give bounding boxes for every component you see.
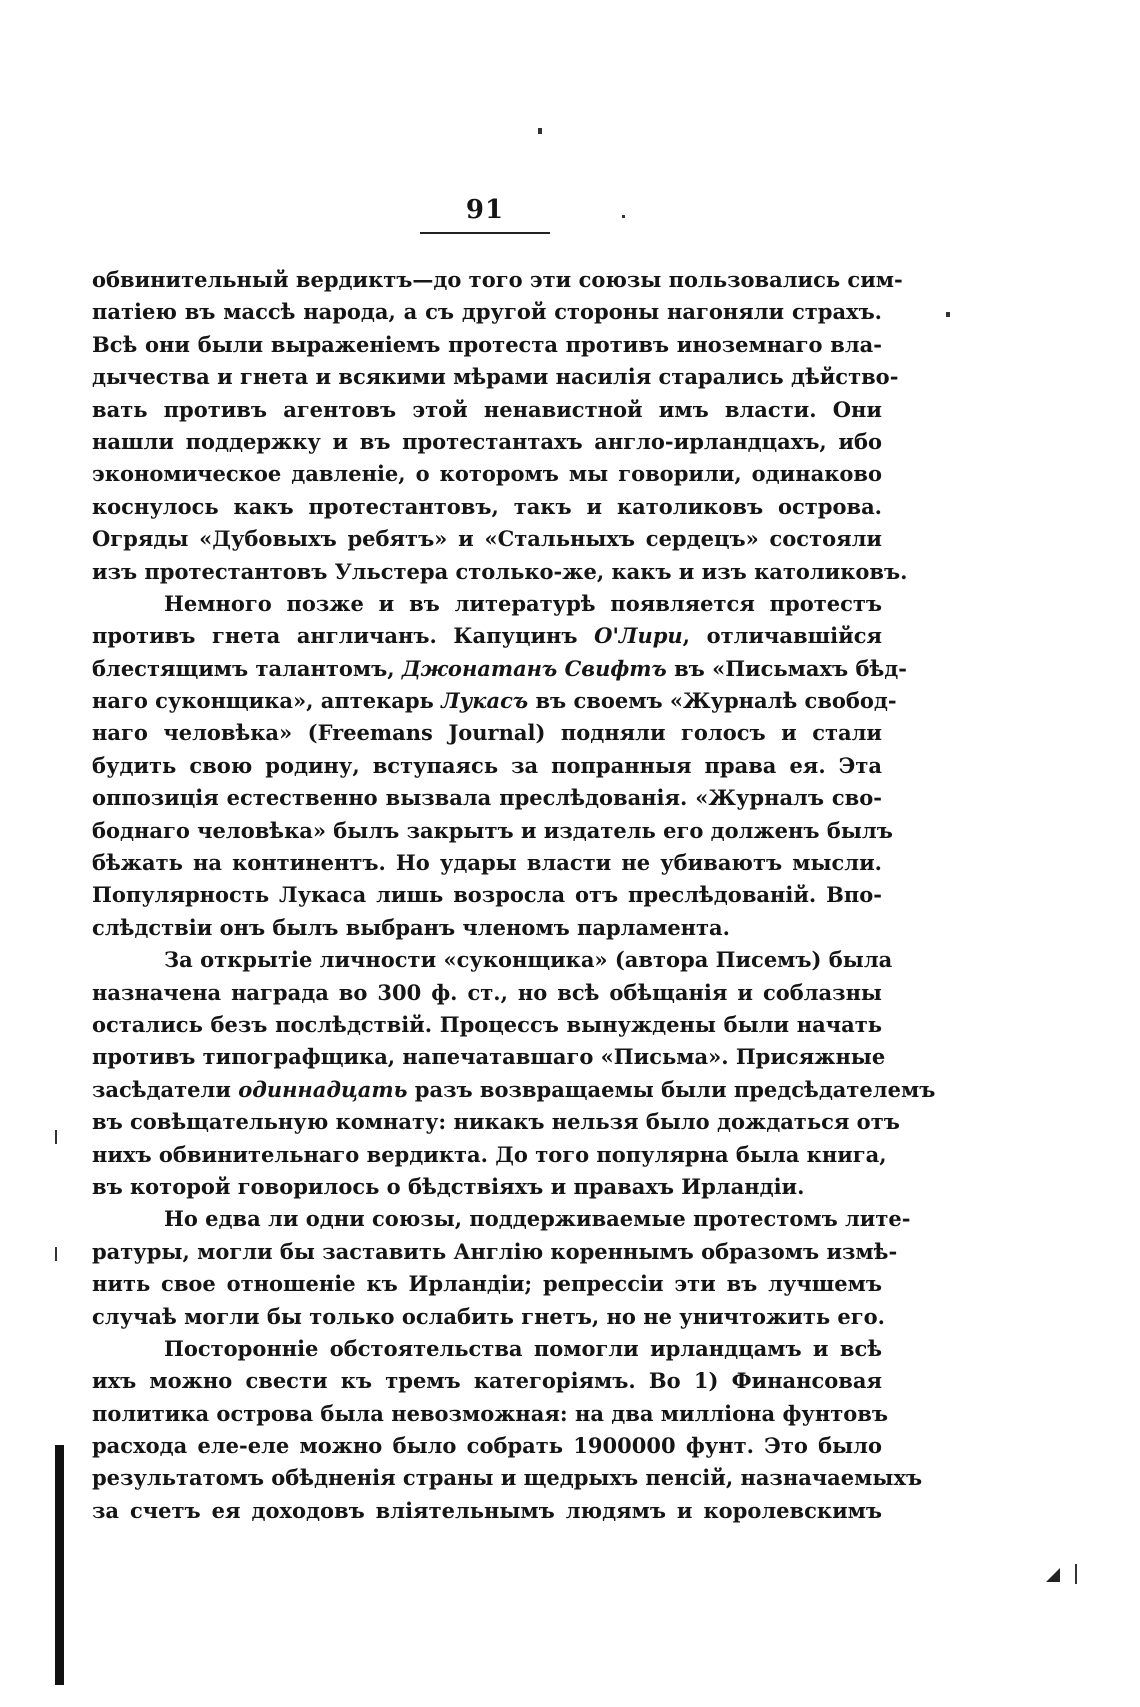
text-line: экономическое давленіе, о которомъ мы говорили, одинаково — [92, 461, 882, 487]
page-number: 91 — [465, 195, 505, 225]
scan-dot — [622, 215, 625, 218]
text-line: Всѣ они были выраженіемъ протеста противъ иноземнаго вла- — [92, 331, 882, 357]
scan-dot — [946, 312, 950, 317]
text-line: коснулось какъ протестантовъ, такъ и католиковъ острова. — [92, 493, 882, 519]
text-line: результатомъ обѣдненія страны и щедрыхъ пенсій, назначаемыхъ — [92, 1465, 923, 1491]
text-line: боднаго человѣка» былъ закрытъ и издатель его долженъ былъ — [92, 817, 893, 843]
text-line: изъ протестантовъ Ульстера столько-же, какъ и изъ католиковъ. — [92, 558, 908, 584]
scan-dot — [538, 128, 542, 134]
text-line: ратуры, могли бы заставить Англію кореннымъ образомъ измѣ- — [92, 1238, 898, 1264]
corner-bar — [1075, 1564, 1077, 1584]
text-line: Посторонніе обстоятельства помогли ирландцамъ и всѣ — [164, 1335, 882, 1361]
spine-mark — [55, 1247, 57, 1261]
text-line: вать противъ агентовъ этой ненавистной имъ власти. Они — [92, 396, 882, 422]
text-line: расхода еле-еле можно было собрать 1900000 фунт. Это было — [92, 1433, 882, 1459]
text-line: противъ типографщика, напечатавшаго «Письма». Присяжные — [92, 1044, 886, 1070]
text-line: дычества и гнета и всякими мѣрами насилія старались дѣйство- — [92, 364, 899, 390]
text-line: за счетъ ея доходовъ вліятельнымъ людямъ и королевскимъ — [92, 1497, 882, 1523]
text-line: ихъ можно свести къ тремъ категоріямъ. Во 1) Финансовая — [92, 1368, 882, 1394]
text-line: обвинительный вердиктъ—до того эти союзы пользовались сим- — [92, 267, 903, 292]
text-line: оппозиція естественно вызвала преслѣдованія. «Журналъ сво- — [92, 785, 882, 811]
text-line: въ совѣщательную комнату: никакъ нельзя было дождаться отъ — [92, 1109, 900, 1135]
binding-shadow — [55, 1445, 64, 1685]
text-line: въ которой говорилось о бѣдствіяхъ и правахъ Ирландіи. — [92, 1173, 805, 1199]
text-line: нихъ обвинительнаго вердикта. До того популярна была книга, — [92, 1141, 887, 1167]
text-line: Но едва ли одни союзы, поддерживаемые протестомъ лите- — [164, 1206, 911, 1232]
text-line: назначена награда во 300 ф. ст., но всѣ обѣщанія и соблазны — [92, 979, 882, 1005]
text-line: бѣжать на континентъ. Но удары власти не убиваютъ мысли. — [92, 850, 882, 876]
corner-mark-icon — [1046, 1568, 1060, 1582]
text-line: засѣдатели одиннадцать разъ возвращаемы были предсѣдателемъ — [92, 1076, 936, 1102]
text-line: остались безъ послѣдствій. Процессъ вынуждены были начать — [92, 1011, 882, 1037]
text-line: нашли поддержку и въ протестантахъ англо-ирландцахъ, ибо — [92, 428, 882, 454]
text-line: Огряды «Дубовыхъ ребятъ» и «Стальныхъ сердецъ» состояли — [92, 526, 882, 552]
header-rule — [420, 232, 550, 234]
text-line: Немного позже и въ литературѣ появляется протестъ — [164, 590, 882, 616]
text-line: политика острова была невозможная: на два милліона фунтовъ — [92, 1400, 888, 1426]
spine-mark — [55, 1130, 57, 1144]
text-line: наго суконщика», аптекарь Лукасъ въ своемъ «Журналѣ свобод- — [92, 688, 897, 714]
text-line: противъ гнета англичанъ. Капуцинъ О'Лири, отличавшійся — [92, 623, 882, 649]
text-line: Популярность Лукаса лишь возросла отъ преслѣдованій. Впо- — [92, 882, 882, 908]
text-line: случаѣ могли бы только ослабить гнетъ, но не уничтожить его. — [92, 1303, 885, 1329]
text-line: блестящимъ талантомъ, Джонатанъ Свифтъ въ «Письмахъ бѣд- — [92, 655, 907, 681]
text-line: наго человѣка» (Freemans Journal) подняли голосъ и стали — [92, 720, 882, 746]
text-line: патіею въ массѣ народа, а съ другой стороны нагоняли страхъ. — [92, 299, 882, 325]
text-line: слѣдствіи онъ былъ выбранъ членомъ парламента. — [92, 914, 730, 940]
text-line: За открытіе личности «суконщика» (автора Писемъ) была — [164, 947, 893, 973]
text-line: будить свою родину, вступаясь за попранныя права ея. Эта — [92, 752, 882, 778]
text-line: нить свое отношеніе къ Ирландіи; репрессіи эти въ лучшемъ — [92, 1271, 882, 1297]
body-text — [92, 264, 936, 1527]
